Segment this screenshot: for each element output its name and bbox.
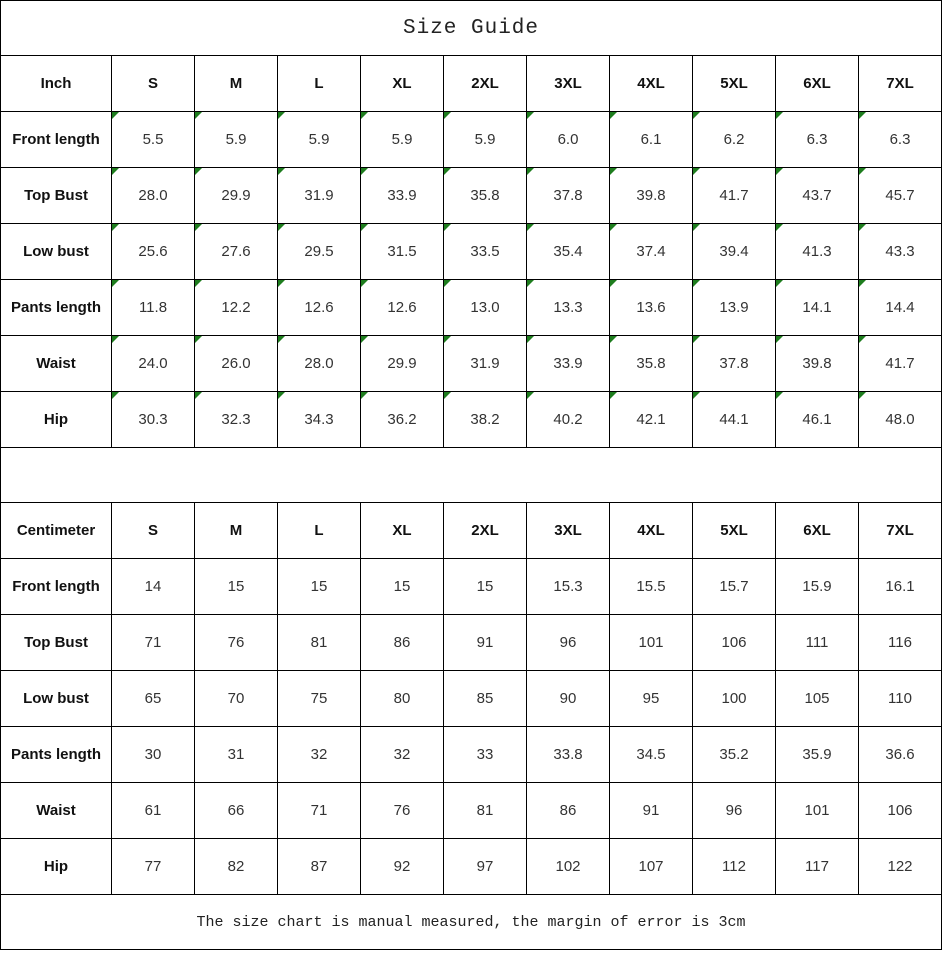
measurement-row	[1, 615, 942, 671]
measurement-value-cell: 39.8	[776, 336, 859, 392]
comment-marker-icon	[112, 224, 119, 231]
comment-marker-icon	[776, 392, 783, 399]
measurement-label-cell: Waist	[1, 783, 112, 839]
measurement-value-cell: 82	[195, 839, 278, 895]
comment-marker-icon	[112, 336, 119, 343]
comment-marker-icon	[361, 112, 368, 119]
measurement-value-cell: 96	[693, 783, 776, 839]
size-header-cell: L	[278, 503, 361, 559]
comment-marker-icon	[527, 168, 534, 175]
measurement-value-cell: 35.4	[527, 224, 610, 280]
size-header-cell: 3XL	[527, 56, 610, 112]
comment-marker-icon	[361, 168, 368, 175]
measurement-value-cell: 30	[112, 727, 195, 783]
measurement-label-cell: Front length	[1, 559, 112, 615]
comment-marker-icon	[527, 392, 534, 399]
measurement-value-cell: 39.8	[610, 168, 693, 224]
comment-marker-icon	[859, 392, 866, 399]
measurement-value-cell: 14.1	[776, 280, 859, 336]
comment-marker-icon	[112, 392, 119, 399]
measurement-value-cell: 87	[278, 839, 361, 895]
measurement-value-cell: 5.9	[444, 112, 527, 168]
measurement-value-cell: 66	[195, 783, 278, 839]
measurement-value-cell: 6.3	[859, 112, 942, 168]
measurement-value-cell: 13.3	[527, 280, 610, 336]
measurement-value-cell: 36.6	[859, 727, 942, 783]
measurement-value-cell: 70	[195, 671, 278, 727]
measurement-label-cell: Top Bust	[1, 168, 112, 224]
measurement-value-cell: 33.5	[444, 224, 527, 280]
measurement-value-cell: 41.7	[859, 336, 942, 392]
measurement-value-cell: 15	[444, 559, 527, 615]
comment-marker-icon	[527, 112, 534, 119]
measurement-value-cell: 28.0	[278, 336, 361, 392]
size-header-cell: 3XL	[527, 503, 610, 559]
size-header-cell: 4XL	[610, 503, 693, 559]
measurement-label-cell: Hip	[1, 839, 112, 895]
comment-marker-icon	[527, 280, 534, 287]
measurement-value-cell: 35.2	[693, 727, 776, 783]
measurement-value-cell: 44.1	[693, 392, 776, 448]
measurement-value-cell: 5.5	[112, 112, 195, 168]
measurement-value-cell: 46.1	[776, 392, 859, 448]
comment-marker-icon	[444, 224, 451, 231]
measurement-value-cell: 31.9	[444, 336, 527, 392]
measurement-value-cell: 34.5	[610, 727, 693, 783]
size-header-cell: S	[112, 503, 195, 559]
measurement-value-cell: 29.9	[361, 336, 444, 392]
measurement-label-cell: Hip	[1, 392, 112, 448]
measurement-value-cell: 30.3	[112, 392, 195, 448]
measurement-value-cell: 105	[776, 671, 859, 727]
size-header-row	[1, 56, 942, 112]
measurement-label-cell: Waist	[1, 336, 112, 392]
comment-marker-icon	[195, 112, 202, 119]
unit-header-cell: Centimeter	[1, 503, 112, 559]
measurement-label-cell: Pants length	[1, 280, 112, 336]
measurement-value-cell: 6.0	[527, 112, 610, 168]
measurement-value-cell: 6.3	[776, 112, 859, 168]
measurement-label-cell: Top Bust	[1, 615, 112, 671]
comment-marker-icon	[527, 336, 534, 343]
comment-marker-icon	[444, 168, 451, 175]
measurement-value-cell: 5.9	[195, 112, 278, 168]
comment-marker-icon	[859, 168, 866, 175]
measurement-value-cell: 15.9	[776, 559, 859, 615]
measurement-value-cell: 112	[693, 839, 776, 895]
measurement-value-cell: 39.4	[693, 224, 776, 280]
measurement-value-cell: 76	[361, 783, 444, 839]
measurement-row	[1, 168, 942, 224]
measurement-row	[1, 224, 942, 280]
measurement-value-cell: 14	[112, 559, 195, 615]
measurement-value-cell: 37.8	[693, 336, 776, 392]
comment-marker-icon	[693, 336, 700, 343]
comment-marker-icon	[776, 280, 783, 287]
comment-marker-icon	[278, 280, 285, 287]
comment-marker-icon	[527, 224, 534, 231]
measurement-value-cell: 5.9	[361, 112, 444, 168]
comment-marker-icon	[693, 280, 700, 287]
size-header-cell: 5XL	[693, 503, 776, 559]
measurement-row	[1, 112, 942, 168]
measurement-value-cell: 26.0	[195, 336, 278, 392]
centimeter-size-table	[0, 502, 942, 895]
measurement-value-cell: 95	[610, 671, 693, 727]
measurement-value-cell: 31.5	[361, 224, 444, 280]
comment-marker-icon	[776, 336, 783, 343]
comment-marker-icon	[693, 112, 700, 119]
measurement-value-cell: 16.1	[859, 559, 942, 615]
measurement-value-cell: 34.3	[278, 392, 361, 448]
measurement-value-cell: 37.8	[527, 168, 610, 224]
measurement-value-cell: 48.0	[859, 392, 942, 448]
measurement-value-cell: 122	[859, 839, 942, 895]
comment-marker-icon	[112, 280, 119, 287]
measurement-value-cell: 13.9	[693, 280, 776, 336]
measurement-value-cell: 76	[195, 615, 278, 671]
comment-marker-icon	[693, 392, 700, 399]
measurement-row	[1, 839, 942, 895]
measurement-value-cell: 86	[527, 783, 610, 839]
measurement-value-cell: 13.0	[444, 280, 527, 336]
measurement-value-cell: 38.2	[444, 392, 527, 448]
measurement-value-cell: 75	[278, 671, 361, 727]
measurement-value-cell: 41.7	[693, 168, 776, 224]
table-spacer	[0, 447, 942, 503]
comment-marker-icon	[693, 168, 700, 175]
size-header-cell: 2XL	[444, 503, 527, 559]
inch-size-table	[0, 55, 942, 448]
measurement-value-cell: 24.0	[112, 336, 195, 392]
comment-marker-icon	[195, 336, 202, 343]
measurement-value-cell: 65	[112, 671, 195, 727]
measurement-value-cell: 100	[693, 671, 776, 727]
size-header-cell: M	[195, 56, 278, 112]
measurement-value-cell: 15.3	[527, 559, 610, 615]
measurement-row	[1, 727, 942, 783]
size-header-cell: 7XL	[859, 56, 942, 112]
measurement-value-cell: 102	[527, 839, 610, 895]
comment-marker-icon	[278, 112, 285, 119]
measurement-value-cell: 92	[361, 839, 444, 895]
comment-marker-icon	[361, 280, 368, 287]
comment-marker-icon	[361, 336, 368, 343]
size-header-cell: 2XL	[444, 56, 527, 112]
measurement-row	[1, 280, 942, 336]
measurement-value-cell: 32	[278, 727, 361, 783]
measurement-value-cell: 11.8	[112, 280, 195, 336]
measurement-value-cell: 85	[444, 671, 527, 727]
comment-marker-icon	[361, 224, 368, 231]
measurement-value-cell: 35.9	[776, 727, 859, 783]
measurement-value-cell: 81	[444, 783, 527, 839]
size-header-cell: 6XL	[776, 503, 859, 559]
comment-marker-icon	[361, 392, 368, 399]
measurement-value-cell: 117	[776, 839, 859, 895]
comment-marker-icon	[444, 336, 451, 343]
measurement-value-cell: 111	[776, 615, 859, 671]
comment-marker-icon	[776, 112, 783, 119]
size-header-cell: 7XL	[859, 503, 942, 559]
measurement-value-cell: 29.5	[278, 224, 361, 280]
measurement-value-cell: 33.9	[527, 336, 610, 392]
measurement-value-cell: 33.9	[361, 168, 444, 224]
unit-header-cell: Inch	[1, 56, 112, 112]
comment-marker-icon	[610, 224, 617, 231]
comment-marker-icon	[693, 224, 700, 231]
measurement-value-cell: 28.0	[112, 168, 195, 224]
measurement-value-cell: 80	[361, 671, 444, 727]
measurement-value-cell: 15	[195, 559, 278, 615]
measurement-value-cell: 36.2	[361, 392, 444, 448]
measurement-value-cell: 61	[112, 783, 195, 839]
measurement-value-cell: 116	[859, 615, 942, 671]
comment-marker-icon	[278, 224, 285, 231]
measurement-label-cell: Front length	[1, 112, 112, 168]
size-header-cell: 4XL	[610, 56, 693, 112]
measurement-value-cell: 13.6	[610, 280, 693, 336]
comment-marker-icon	[776, 168, 783, 175]
size-header-cell: XL	[361, 56, 444, 112]
measurement-value-cell: 101	[610, 615, 693, 671]
comment-marker-icon	[610, 280, 617, 287]
comment-marker-icon	[859, 112, 866, 119]
measurement-value-cell: 110	[859, 671, 942, 727]
measurement-row	[1, 783, 942, 839]
measurement-row	[1, 336, 942, 392]
measurement-row	[1, 671, 942, 727]
comment-marker-icon	[859, 280, 866, 287]
size-header-cell: 6XL	[776, 56, 859, 112]
comment-marker-icon	[859, 336, 866, 343]
measurement-value-cell: 33	[444, 727, 527, 783]
comment-marker-icon	[195, 168, 202, 175]
measurement-value-cell: 81	[278, 615, 361, 671]
footer-note: The size chart is manual measured, the margin of error is 3cm	[0, 894, 942, 950]
comment-marker-icon	[610, 112, 617, 119]
measurement-value-cell: 43.3	[859, 224, 942, 280]
measurement-value-cell: 86	[361, 615, 444, 671]
comment-marker-icon	[278, 168, 285, 175]
measurement-value-cell: 25.6	[112, 224, 195, 280]
measurement-value-cell: 91	[444, 615, 527, 671]
measurement-label-cell: Pants length	[1, 727, 112, 783]
page-title: Size Guide	[0, 0, 942, 56]
size-header-cell: 5XL	[693, 56, 776, 112]
measurement-value-cell: 6.2	[693, 112, 776, 168]
measurement-value-cell: 91	[610, 783, 693, 839]
measurement-row	[1, 559, 942, 615]
measurement-value-cell: 42.1	[610, 392, 693, 448]
measurement-value-cell: 29.9	[195, 168, 278, 224]
comment-marker-icon	[444, 392, 451, 399]
size-header-cell: L	[278, 56, 361, 112]
measurement-value-cell: 32	[361, 727, 444, 783]
measurement-value-cell: 37.4	[610, 224, 693, 280]
measurement-value-cell: 15	[278, 559, 361, 615]
comment-marker-icon	[195, 392, 202, 399]
comment-marker-icon	[859, 224, 866, 231]
measurement-value-cell: 71	[278, 783, 361, 839]
measurement-value-cell: 12.2	[195, 280, 278, 336]
comment-marker-icon	[610, 392, 617, 399]
comment-marker-icon	[278, 392, 285, 399]
measurement-value-cell: 35.8	[610, 336, 693, 392]
measurement-value-cell: 45.7	[859, 168, 942, 224]
measurement-value-cell: 27.6	[195, 224, 278, 280]
measurement-value-cell: 106	[859, 783, 942, 839]
measurement-value-cell: 106	[693, 615, 776, 671]
measurement-value-cell: 41.3	[776, 224, 859, 280]
measurement-value-cell: 107	[610, 839, 693, 895]
comment-marker-icon	[112, 168, 119, 175]
measurement-value-cell: 101	[776, 783, 859, 839]
measurement-row	[1, 392, 942, 448]
measurement-value-cell: 5.9	[278, 112, 361, 168]
measurement-value-cell: 33.8	[527, 727, 610, 783]
measurement-value-cell: 15	[361, 559, 444, 615]
measurement-value-cell: 12.6	[278, 280, 361, 336]
comment-marker-icon	[444, 280, 451, 287]
comment-marker-icon	[776, 224, 783, 231]
measurement-value-cell: 96	[527, 615, 610, 671]
size-header-cell: XL	[361, 503, 444, 559]
measurement-value-cell: 15.7	[693, 559, 776, 615]
measurement-label-cell: Low bust	[1, 224, 112, 280]
measurement-value-cell: 40.2	[527, 392, 610, 448]
measurement-value-cell: 14.4	[859, 280, 942, 336]
measurement-value-cell: 31	[195, 727, 278, 783]
comment-marker-icon	[278, 336, 285, 343]
comment-marker-icon	[610, 336, 617, 343]
size-header-row	[1, 503, 942, 559]
measurement-value-cell: 32.3	[195, 392, 278, 448]
measurement-value-cell: 71	[112, 615, 195, 671]
measurement-value-cell: 97	[444, 839, 527, 895]
comment-marker-icon	[610, 168, 617, 175]
measurement-value-cell: 77	[112, 839, 195, 895]
measurement-label-cell: Low bust	[1, 671, 112, 727]
measurement-value-cell: 12.6	[361, 280, 444, 336]
measurement-value-cell: 6.1	[610, 112, 693, 168]
measurement-value-cell: 43.7	[776, 168, 859, 224]
comment-marker-icon	[444, 112, 451, 119]
measurement-value-cell: 31.9	[278, 168, 361, 224]
measurement-value-cell: 35.8	[444, 168, 527, 224]
measurement-value-cell: 15.5	[610, 559, 693, 615]
comment-marker-icon	[195, 280, 202, 287]
size-header-cell: M	[195, 503, 278, 559]
size-header-cell: S	[112, 56, 195, 112]
measurement-value-cell: 90	[527, 671, 610, 727]
comment-marker-icon	[195, 224, 202, 231]
comment-marker-icon	[112, 112, 119, 119]
